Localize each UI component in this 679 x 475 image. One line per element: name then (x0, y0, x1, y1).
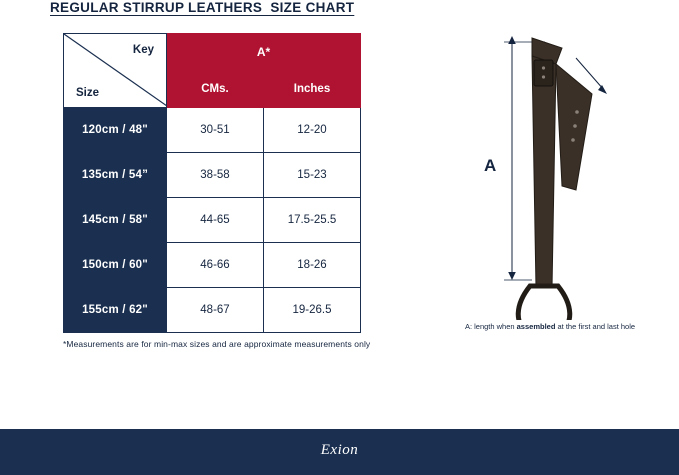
size-chart-table (63, 33, 361, 333)
row-size-label: 155cm / 62" (64, 288, 167, 333)
buckle-icon (534, 60, 553, 86)
strap-hole (573, 124, 577, 128)
table-row (64, 288, 361, 333)
table-row (64, 153, 361, 198)
strap-hole (571, 138, 575, 142)
table-group-header-a: A* (167, 34, 361, 71)
table-size-label: Size (76, 87, 100, 99)
diagram-caption (430, 322, 670, 331)
stirrup-iron-icon (518, 286, 570, 320)
buckle-hole (542, 75, 545, 78)
row-value-inches: 18-26 (264, 243, 361, 288)
row-size-label: 145cm / 58" (64, 198, 167, 243)
diagram-caption-prefix: A: length when (464, 322, 517, 331)
buckle-hole (542, 66, 545, 69)
page-title: REGULAR STIRRUP LEATHERS SIZE CHART (50, 0, 355, 15)
table-unit-header-inches: Inches (264, 71, 361, 108)
row-value-inches: 17.5-25.5 (264, 198, 361, 243)
table-key-label: Key (132, 44, 154, 56)
stirrup-leather-diagram (470, 30, 655, 320)
brand-logo: Exion (320, 442, 359, 458)
diagram-caption-bold: assembled (516, 322, 556, 331)
row-value-cms: 44-65 (167, 198, 264, 243)
strap-hole (575, 110, 579, 114)
row-value-cms: 46-66 (167, 243, 264, 288)
row-value-cms: 48-67 (167, 288, 264, 333)
table-row (64, 198, 361, 243)
row-size-label: 150cm / 60" (64, 243, 167, 288)
row-value-cms: 38-58 (167, 153, 264, 198)
leather-main-strap (532, 56, 556, 288)
row-value-inches: 12-20 (264, 108, 361, 153)
row-size-label: 120cm / 48" (64, 108, 167, 153)
table-header-row-1 (64, 34, 361, 71)
row-value-cms: 30-51 (167, 108, 264, 153)
measurements-footnote: *Measurements are for min-max sizes and are approximate measurements only (63, 339, 371, 349)
row-size-label: 135cm / 54” (64, 153, 167, 198)
row-value-inches: 19-26.5 (264, 288, 361, 333)
table-unit-header-cms: CMs. (167, 71, 264, 108)
footer-bar (0, 429, 679, 475)
row-value-inches: 15-23 (264, 153, 361, 198)
table-corner-cell (64, 34, 167, 108)
table-row (64, 243, 361, 288)
diagram-caption-suffix: at the first and last hole (555, 322, 636, 331)
diagram-dimension-letter: A (484, 156, 497, 175)
table-row (64, 108, 361, 153)
